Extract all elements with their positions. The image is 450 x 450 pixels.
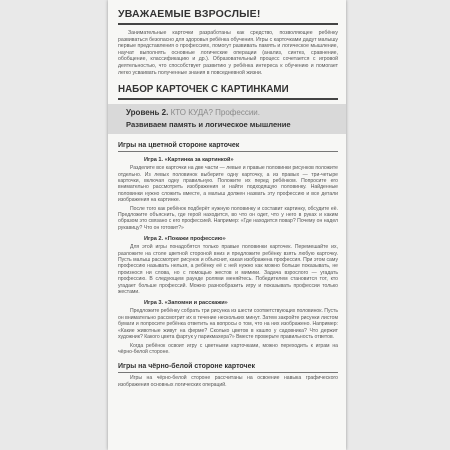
level-heading — [126, 108, 338, 117]
game3-title: Игра 3. «Запомни и расскажи» — [144, 300, 228, 307]
game3-paragraph-2: Когда ребёнок освоит игру с цветными карточками, можно переходить к играм на чёрно-белой стороне. — [118, 342, 338, 355]
level-subtitle: Развиваем память и логическое мышление — [126, 120, 291, 130]
section-title-adults: УВАЖАЕМЫЕ ВЗРОСЛЫЕ! — [118, 8, 338, 25]
bw-side-games-heading: Игры на чёрно-белой стороне карточек — [118, 363, 338, 373]
game1-title: Игра 1. «Картинка за картинкой» — [144, 157, 234, 164]
color-side-games-heading: Игры на цветной стороне карточек — [118, 142, 338, 152]
game2-paragraph: Для этой игры понадобятся только правые половинки карточек. Перемешайте их, разложите на столе цветной стороной вниз и предложите ребёнку взять любую карточку. Пусть малыш рассмотрит рисунок и объяснит, какая изображена профессия. При этом саму профессию называть нельзя, а ребёнку её с ней нужно как можно больше показывать, не произнося ни слова, но с помощью жестов и мимики. Задача взрослого — угадать профессию. В следующем раунде ролями меняйтесь. Победителем становится тот, кто угадает больше профессий. Можно разнообразить игру и показывать профессии только жестами. — [118, 244, 338, 296]
intro-paragraph: Занимательные карточки разработаны как средство, позволяющее ребёнку развиваться безопасно для здоровья ребёнка обучения. Игры с карточками дадут малышу первые представления о профессиях, помогут развивать память и логическое мышление, научат выполнять основные логические операции (анализ, синтез, сравнение, обобщение, классификацию и др.). Образовательный процесс сочетается с игровой деятельностью, что способствует развитию у ребёнка интереса к обучению и помогает легко усваивать полученные знания в повседневной жизни. — [118, 30, 339, 76]
level-banner — [108, 104, 346, 134]
level-prefix: Уровень 2. — [126, 108, 169, 118]
leaflet-page — [108, 0, 346, 450]
game1-paragraph-2: После того как ребёнок подберёт нужную половинку и составит картинку, обсудите её. Предложите объяснить, где герой находится, во что он одет, что у него в руках и каким образом это связано с его профессией. Например: «Где находится повар? Почему он надел рукавицу? Что он готовит?» — [118, 205, 338, 231]
level-name: КТО КУДА? — [170, 108, 213, 118]
section-title-card-set: НАБОР КАРТОЧЕК С КАРТИНКАМИ — [118, 84, 338, 100]
game3-paragraph: Предложите ребёнку собрать три рисунка из шести соответствующих половинок. Пусть он внимательно рассмотрит их в течение нескольких минут. Затем закройте рисунки листом бумаги и попросите ребёнка ответить на вопросы о том, что на них изображено. Например: «Какие животные живут на ферме? Сколько цветов в кашпо у садовника? Что держит художник? Какого цвета фартук у парикмахера?» Вместе проверьте правильность ответов. — [118, 308, 338, 341]
game1-paragraph-1: Разделите все карточки на две части — левые и правые половинки рисунков положите отдельно. Из левых половинок выберите одну карточку, а из правых — три-четыре карточки, включая одну правильную. Положите их перед ребёнком. Попросите его внимательно рассмотреть изображения и найти подходящую половинку. Найденные половинки нужно сложить вместе, а малыш должен назвать эту профессию и все детали изображения на картинке. — [118, 165, 338, 204]
bw-paragraph: Игры на чёрно-белой стороне рассчитаны на освоение навыка графического изображения основных логических операций. — [118, 375, 338, 388]
game2-title: Игра 2. «Покажи профессию» — [144, 236, 226, 243]
level-suffix: Профессии. — [215, 108, 260, 118]
